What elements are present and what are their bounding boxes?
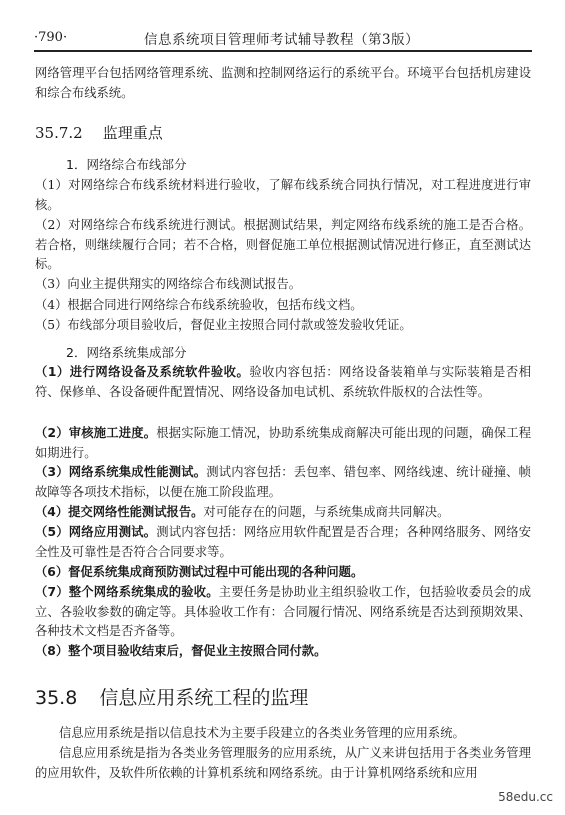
part2-item-7 (35, 583, 531, 642)
section-number: 35.7.2 (35, 124, 83, 142)
part2-heading: 2．网络系统集成部分 (66, 345, 187, 360)
item-body: 主要任务是协助业主组织验收工作，包括验收委员会的成立、各验收参数的确定等。具体验收工作有：合同履行情况、网络系统是否达到预期效果、各种技术文档是否齐备等。 (35, 585, 531, 638)
item-lead: （4）提交网络性能测试报告。 (35, 505, 204, 519)
section-heading-35-8 (35, 683, 308, 710)
closing-paragraph-1: 信息应用系统是指以信息技术为主要手段建立的各类业务管理的应用系统。 (59, 726, 465, 740)
running-title: 信息系统项目管理师考试辅导教程（第3版） (144, 32, 420, 48)
item-body: 测试内容包括：丢包率、错包率、网络线速、统计碰撞、帧故障等各项技术指标，以便在施工阶段监理。 (35, 465, 531, 499)
part2-item-2 (35, 424, 531, 463)
part1-item-1: （1）对网络综合布线系统材料进行验收，了解布线系统合同执行情况，对工程进度进行审核。 (35, 178, 531, 212)
item-lead: （7）整个网络系统集成的验收。 (35, 585, 219, 599)
part1-item-2: （2）对网络综合布线系统进行测试。根据测试结果，判定网络布线系统的施工是否合格。若合格，则继续履行合同；若不合格，则督促施工单位根据测试情况进行修正，直至测试达标。 (35, 218, 531, 271)
item-lead: （8）整个项目验收结束后，督促业主按照合同付款。 (35, 644, 327, 658)
part2-item-1 (35, 363, 531, 402)
part2-item-8 (35, 642, 531, 662)
item-lead: （3）网络系统集成性能测试。 (35, 465, 207, 479)
item-body: 对可能存在的问题，与系统集成商共同解决。 (203, 505, 450, 519)
part2-item-6 (35, 563, 531, 583)
part1-item-4: （4）根据合同进行网络综合布线系统验收，包括布线文档。 (35, 298, 363, 312)
item-body: 验收内容包括：网络设备装箱单与实际装箱是否相符、保修单、各设备硬件配置情况、网络设备加电试机、系统软件版权的合法性等。 (35, 365, 531, 399)
part2-item-3 (35, 463, 531, 502)
item-lead: （6）督促系统集成商预防测试过程中可能出现的各种问题。 (35, 565, 364, 579)
item-body: 根据实际施工情况，协助系统集成商解决可能出现的问题，确保工程如期进行。 (35, 426, 531, 460)
intro-text: 网络管理平台包括网络管理系统、监测和控制网络运行的系统平台。环境平台包括机房建设和综合布线系统。 (35, 66, 531, 100)
section-title: 信息应用系统工程的监理 (99, 687, 309, 709)
item-lead: （1）进行网络设备及系统软件验收。 (35, 365, 250, 379)
item-lead: （2）审核施工进度。 (35, 426, 157, 440)
closing-paragraph-2: 信息应用系统是指为各类业务管理服务的应用系统，从广义来讲包括用于各类业务管理的应用软件，及软件所依赖的计算机系统和网络系统。由于计算机网络系统和应用 (35, 746, 531, 780)
intro-paragraph (35, 64, 531, 103)
section-heading-35-7-2 (35, 122, 163, 143)
part1-heading: 1．网络综合布线部分 (66, 157, 187, 172)
section-number: 35.8 (35, 687, 78, 709)
part2-item-4 (35, 503, 531, 523)
item-body: 测试内容包括：网络应用软件配置是否合理；各种网络服务、网络安全性及可靠性是否符合合同要求等。 (35, 525, 531, 559)
part2-item-5 (35, 523, 531, 562)
page-header (34, 28, 532, 48)
header-rule (34, 50, 532, 52)
part1-item-5: （5）布线部分项目验收后，督促业主按照合同付款或签发验收凭证。 (35, 318, 412, 332)
section-title: 监理重点 (102, 124, 163, 142)
page-number: ·790· (34, 30, 68, 45)
watermark: 58edu.cc (498, 790, 553, 804)
part1-item-3: （3）向业主提供翔实的网络综合布线测试报告。 (35, 277, 302, 291)
item-lead: （5）网络应用测试。 (35, 525, 157, 539)
